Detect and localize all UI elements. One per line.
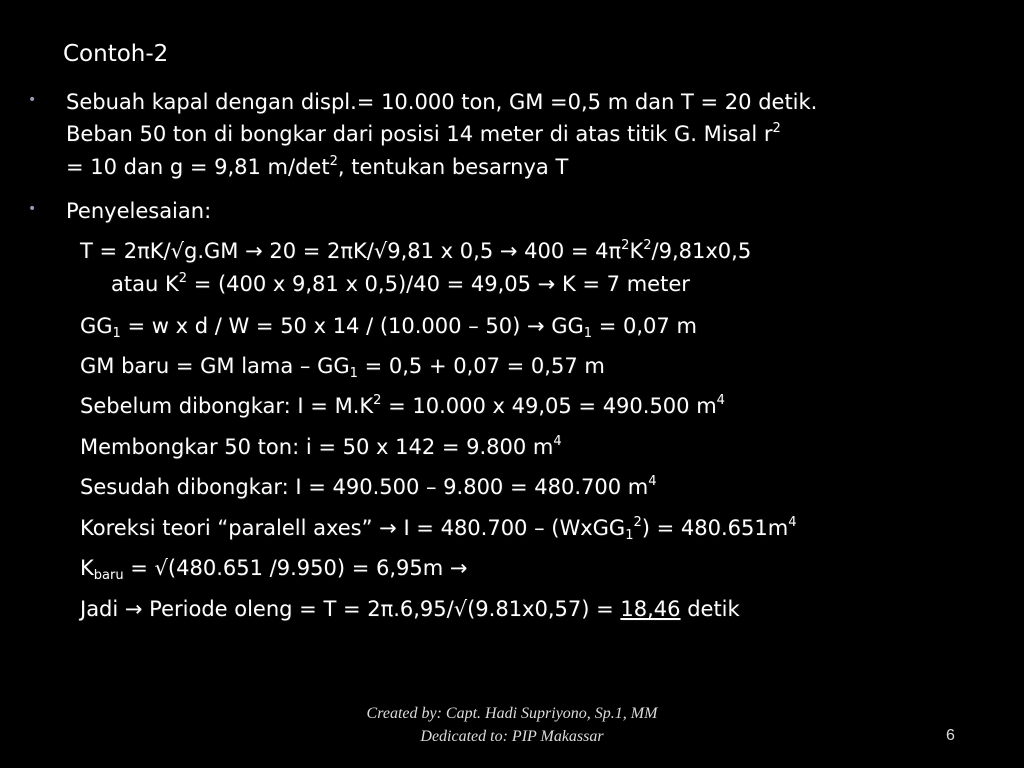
problem-line-1: Sebuah kapal dengan displ.= 10.000 ton, GM =0,5 m dan T = 20 detik. — [66, 90, 818, 114]
step-10: Jadi → Periode oleng = T = 2π.6,95/√(9.81x0,57) = 18,46 detik — [80, 597, 740, 621]
page-number: 6 — [946, 727, 955, 744]
step-8: Koreksi teori “paralell axes” → I = 480.700 – (WxGG$_1^2$) = $480.651m^4$ — [80, 515, 797, 543]
footer-dedication: Dedicated to: PIP Makassar — [420, 728, 604, 745]
step-7: Sesudah dibongkar: I = 490.500 – 9.800 = 480.700 $m^4$ — [80, 474, 657, 499]
step-2: atau $K^2 = (400$ x 9,81 x 0,5)/40 = 49,05 → K = 7 meter — [111, 271, 690, 296]
step-5: Sebelum dibongkar: $I = M.K^2 = 10.000$ x 49,05 = 490.500 $m^4$ — [80, 393, 725, 418]
solution-label: Penyelesaian: — [66, 199, 212, 223]
footer-credit: Created by: Capt. Hadi Supriyono, Sp.1, MM — [366, 705, 658, 722]
step-3: $GG_1 = w$ x d / W = 50 x $14 / (10.000 - 50) \to GG_1 = 0,07$ m — [80, 314, 697, 341]
problem-line-3: = 10 dan g = 9,81 $m/\det^2$, tentukan besarnya T — [66, 154, 569, 179]
final-result: 18,46 — [620, 597, 681, 621]
step-4: GM baru = GM lama – $GG_1 = 0,5 + 0,07 = 0,57$ m — [80, 354, 605, 381]
step-9: $K_{baru} = √(480.651$ /9.950) = 6,95m → — [80, 556, 468, 583]
slide-title: Contoh-2 — [63, 41, 169, 67]
bullet-icon: • — [28, 201, 37, 217]
bullet-icon: • — [28, 92, 37, 108]
step-1: T = 2πK/√g.GM → 20 = 2πK/√9,81 x $0,5 \to 400 = 4\pi^2K^2/9,81x0,5$ — [80, 238, 752, 263]
problem-line-2: Beban 50 ton di bongkar dari posisi 14 meter di atas titik G. Misal $r^2$ — [66, 121, 781, 146]
step-6: Membongkar 50 ton: i = 50 x 142 = 9.800 $m^4$ — [80, 434, 562, 459]
